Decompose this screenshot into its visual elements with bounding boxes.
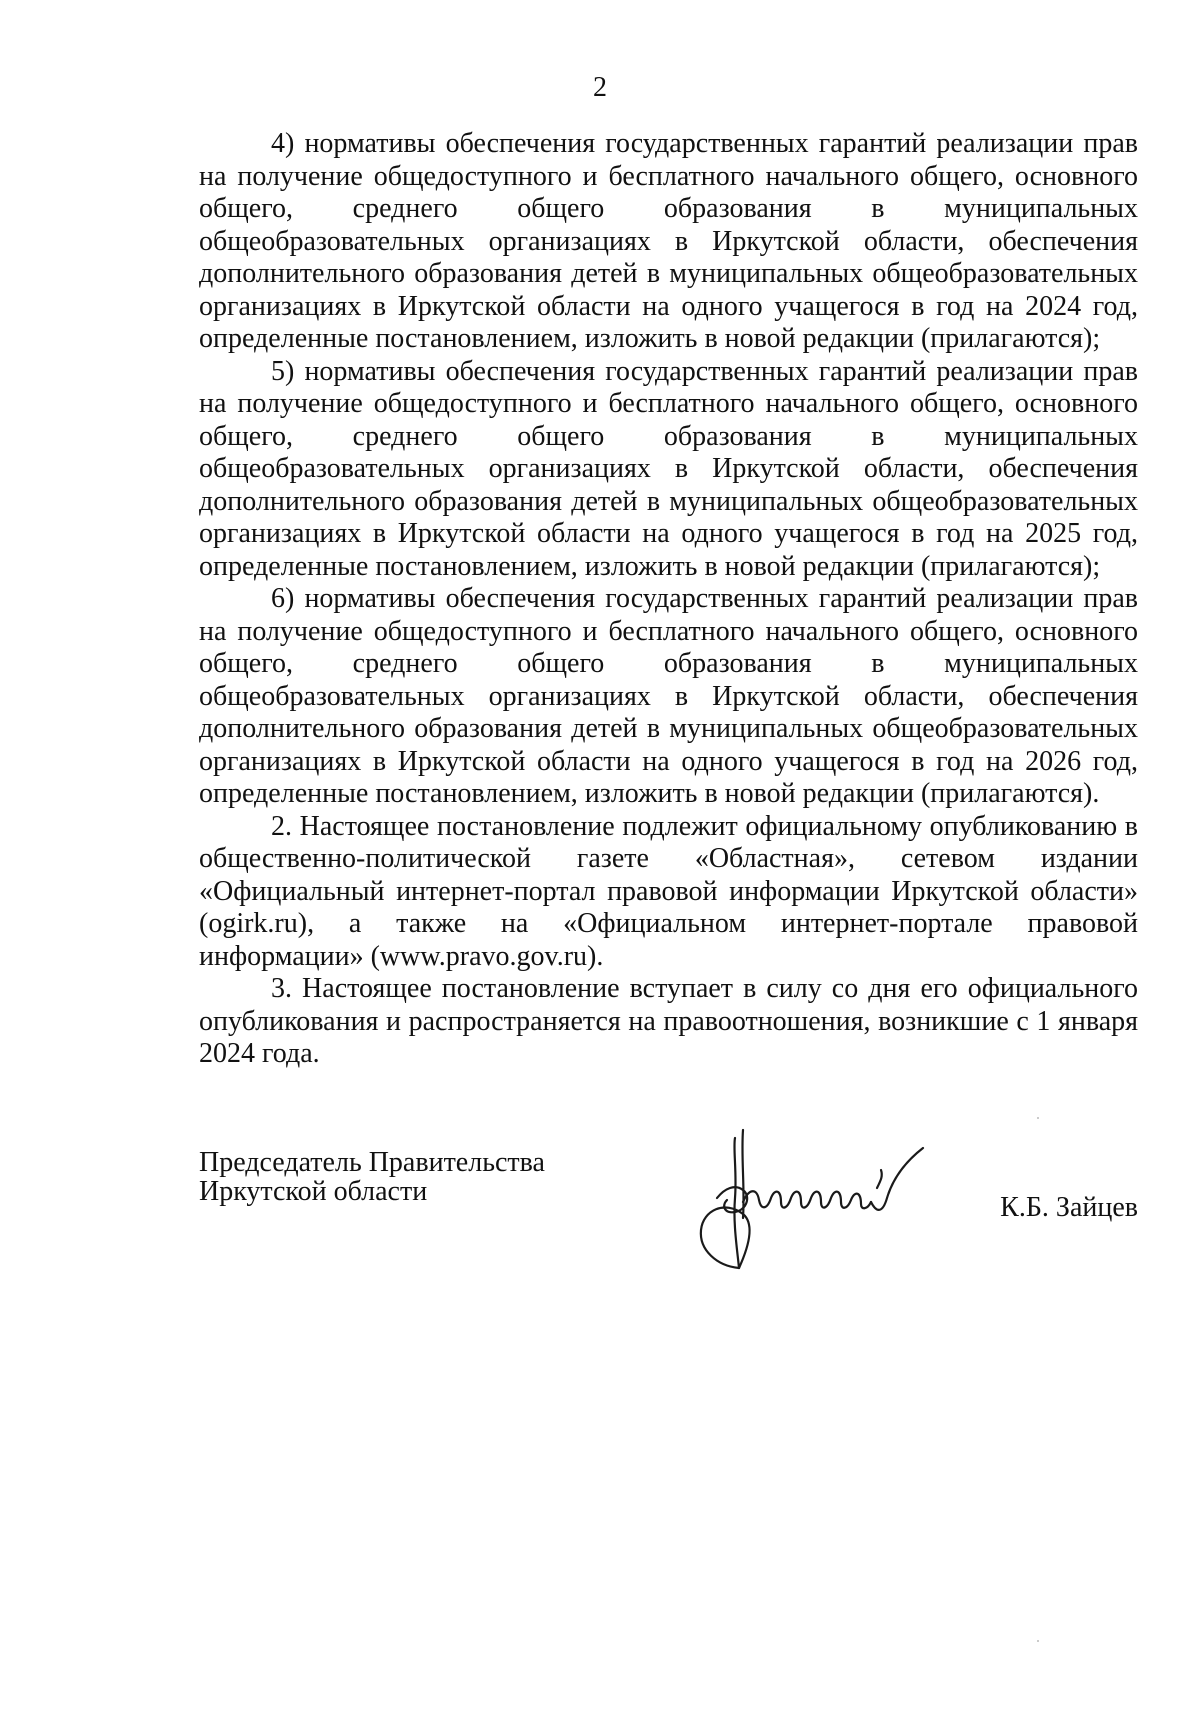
signer-title (199, 1148, 545, 1206)
handwritten-signature (677, 1118, 947, 1278)
paragraph-item-5: 5) нормативы обеспечения государственных гарантий реализации прав на получение общедоступного и бесплатного начального общего, основного общего, среднего общего образования в муниципальных общеобразовательных организациях в Иркутской области, обеспечения дополнительного образования детей в муниципальных общеобразовательных организациях в Иркутской области на одного учащегося в год на 2025 год, определенные постановлением, изложить в новой редакции (прилагаются); (199, 355, 1138, 582)
scan-artifact-dot (1037, 1117, 1039, 1119)
signer-title-line2: Иркутской области (199, 1176, 428, 1207)
paragraph-item-4: 4) нормативы обеспечения государственных гарантий реализации прав на получение общедоступного и бесплатного начального общего, основного общего, среднего общего образования в муниципальных общеобразовательных организациях в Иркутской области, обеспечения дополнительного образования детей в муниципальных общеобразовательных организациях в Иркутской области на одного учащегося в год на 2024 год, определенные постановлением, изложить в новой редакции (прилагаются); (199, 128, 1138, 354)
paragraph-entry-into-force: 3. Настоящее постановление вступает в силу со дня его официального опубликования и распространяется на правоотношения, возникшие с 1 января 2024 года. (199, 973, 1138, 1069)
paragraph-item-6: 6) нормативы обеспечения государственных гарантий реализации прав на получение общедоступного и бесплатного начального общего, основного общего, среднего общего образования в муниципальных общеобразовательных организациях в Иркутской области, обеспечения дополнительного образования детей в муниципальных общеобразовательных организациях в Иркутской области на одного учащегося в год на 2026 год, определенные постановлением, изложить в новой редакции (прилагаются). (199, 583, 1138, 809)
document-body (199, 128, 1138, 1071)
page-number: 2 (593, 72, 607, 103)
scan-artifact-dot (1037, 1640, 1039, 1642)
signer-name: К.Б. Зайцев (1000, 1192, 1138, 1223)
paragraph-publication: 2. Настоящее постановление подлежит официальному опубликованию в общественно-политической газете «Областная», сетевом издании «Официальный интернет-портал правовой информации Иркутской области» (ogirk.ru), а также на «Официальном интернет-портале правовой информации» (www.pravo.gov.ru). (199, 810, 1138, 972)
signer-title-line1: Председатель Правительства (199, 1147, 545, 1178)
signature-block (199, 1148, 1138, 1288)
